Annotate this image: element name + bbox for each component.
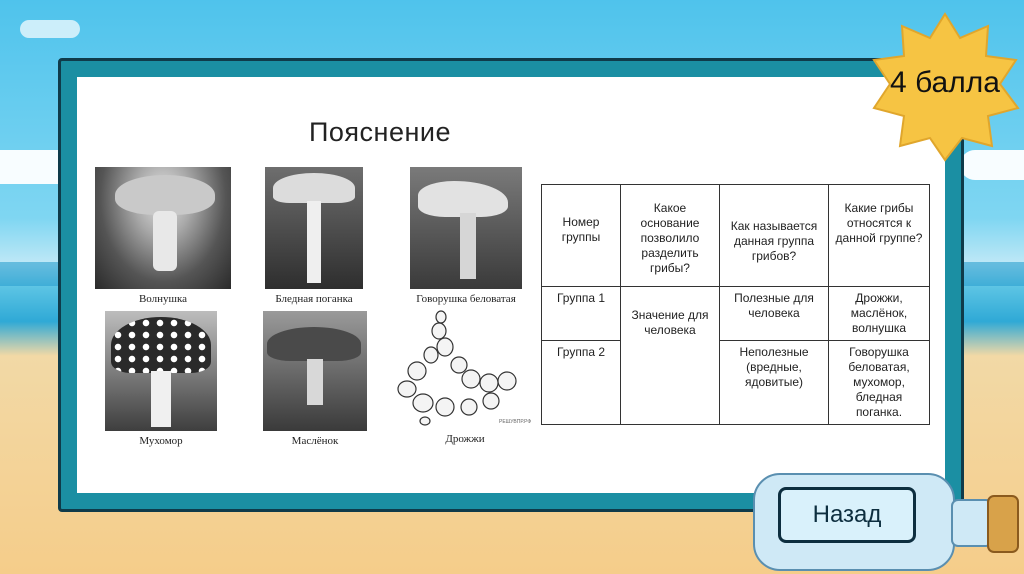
photo-maslyonok: [263, 311, 367, 451]
mushroom-image: [95, 167, 231, 289]
mushroom-cap: [418, 181, 508, 217]
photo-caption: Волнушка: [138, 293, 188, 305]
group-cell: Группа 2: [542, 341, 621, 425]
yeast-drawing: [395, 309, 535, 427]
header-cell: Какие грибы относятся к данной группе?: [829, 185, 930, 287]
mushroom-cap: [111, 317, 211, 373]
photo-mukhomor: [105, 311, 217, 451]
basis-cell: Значение для человека: [621, 287, 720, 425]
group-members-cell: Говорушка беловатая, мухомор, бледная поганка.: [829, 341, 930, 425]
mushroom-stem: [153, 211, 177, 271]
header-cell: Номер группы: [542, 185, 621, 287]
table-header-row: [542, 185, 930, 287]
photo-caption: Мухомор: [139, 435, 183, 447]
header-cell: Какое основание позволило разделить грибы?: [621, 185, 720, 287]
mushroom-image: [105, 311, 217, 431]
group-cell: Группа 1: [542, 287, 621, 341]
photo-volnushka: [95, 167, 231, 303]
photo-caption: Дрожжи: [445, 433, 485, 445]
photo-blednaya-poganka: [265, 167, 363, 303]
group-members-cell: Дрожжи, маслёнок, волнушка: [829, 287, 930, 341]
explanation-panel: [77, 77, 945, 493]
table-row: [542, 287, 930, 341]
watermark: РЕШУВПР.РФ: [499, 419, 532, 425]
mushroom-image: [410, 167, 522, 289]
photo-caption: Бледная поганка: [275, 293, 353, 305]
mushroom-cap: [273, 173, 355, 203]
header-cell: Как называется данная группа грибов?: [720, 185, 829, 287]
mushroom-stem: [307, 359, 323, 405]
content-frame: [58, 58, 964, 512]
mushroom-stem: [307, 201, 321, 283]
mushroom-stem: [151, 371, 171, 427]
back-button[interactable]: Назад: [778, 487, 916, 543]
page-title: Пояснение: [309, 117, 451, 147]
classification-table: [541, 184, 930, 425]
group-name-cell: Полезные для человека: [720, 287, 829, 341]
photo-drozhzhi: [395, 309, 535, 451]
photo-caption: Говорушка беловатая: [416, 293, 516, 305]
cloud: [20, 20, 80, 38]
mushroom-cap: [115, 175, 215, 215]
photo-caption: Маслёнок: [291, 435, 339, 447]
score-label: 4 балла: [890, 66, 1000, 99]
mushroom-stem: [460, 213, 476, 279]
mushroom-cap: [267, 327, 361, 361]
table-row: [542, 341, 930, 425]
mushroom-image: [265, 167, 363, 289]
photo-govorushka: [410, 167, 522, 303]
group-name-cell: Неполезные (вредные, ядовитые): [720, 341, 829, 425]
mushroom-image: [263, 311, 367, 431]
